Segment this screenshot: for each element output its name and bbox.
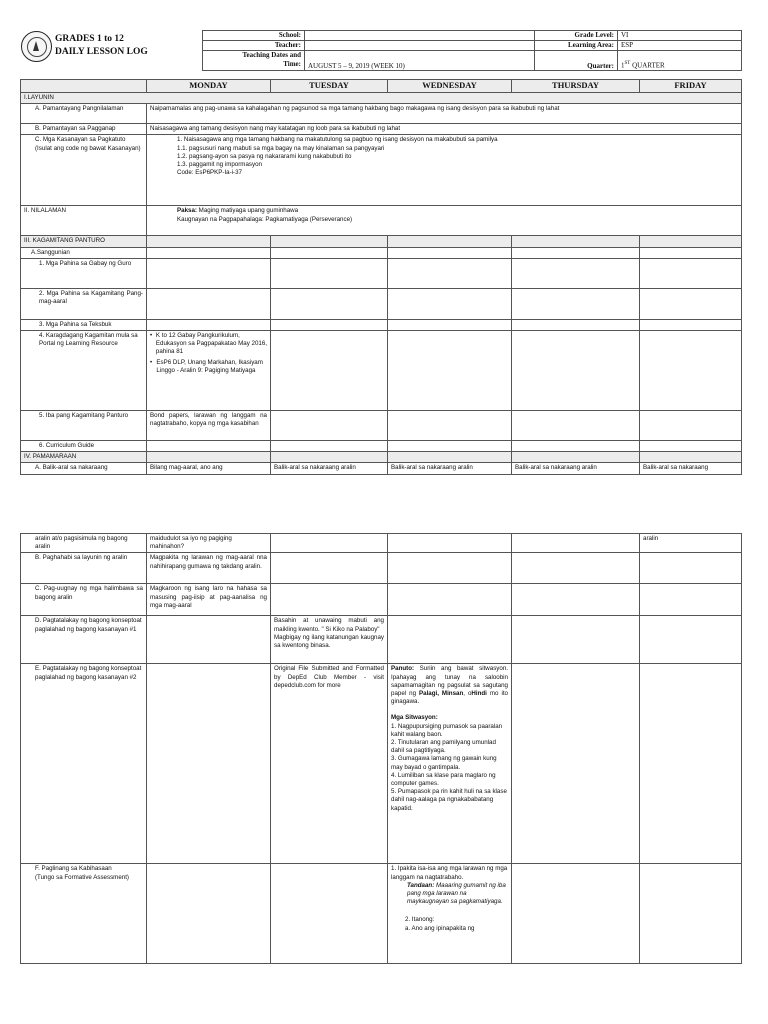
empty-cell xyxy=(271,247,388,258)
empty-cell xyxy=(388,236,512,247)
empty-cell xyxy=(640,288,742,319)
balik-aral-tuesday: Balik-aral sa nakaraang aralin xyxy=(271,463,388,475)
row-label-pagsisimula-ng-bagong-aralin: aralin at/o pagsisimula ng bagong aralin xyxy=(21,534,147,553)
empty-cell xyxy=(271,441,388,452)
empty-cell xyxy=(147,452,271,463)
empty-cell xyxy=(147,864,271,964)
teaching-dates-value: AUGUST 5 – 9, 2019 (WEEK 10) xyxy=(305,51,535,71)
empty-cell xyxy=(512,236,640,247)
empty-cell xyxy=(640,331,742,411)
day-header-monday: MONDAY xyxy=(147,80,271,93)
empty-cell xyxy=(640,664,742,864)
doc-title-line2: DAILY LESSON LOG xyxy=(55,47,148,57)
iba-pang-kagamitan-monday: Bond papers, larawan ng langgam na nagtatrabaho, kopya ng mga kasabihan xyxy=(147,411,271,441)
empty-cell xyxy=(640,258,742,288)
row-label-pamantayan-sa-pagganap: B. Pamantayan sa Pagganap xyxy=(21,124,147,135)
day-header-thursday: THURSDAY xyxy=(512,80,640,93)
empty-cell xyxy=(512,584,640,616)
empty-cell xyxy=(147,616,271,664)
empty-cell xyxy=(640,441,742,452)
day-header-wednesday: WEDNESDAY xyxy=(388,80,512,93)
empty-cell xyxy=(640,452,742,463)
row-label-karagdagang-kagamitan: 4. Karagdagang Kagamitan mula sa Portal ng Learning Resource xyxy=(21,331,147,411)
row-label-paglinang-sa-kabihasaan: F. Paglinang sa Kabihasaan (Tungo sa Formative Assessment) xyxy=(21,864,147,964)
row-label-pag-uugnay: C. Pag-uugnay ng mga halimbawa sa bagong aralin xyxy=(21,584,147,616)
quarter-value: 1ST QUARTER xyxy=(618,51,742,71)
row-label-kagamitang-pang-mag-aaral: 2. Mga Pahina sa Kagamitang Pang-mag-aaral xyxy=(21,288,147,319)
empty-cell xyxy=(388,584,512,616)
day-header-tuesday: TUESDAY xyxy=(271,80,388,93)
empty-cell xyxy=(640,553,742,584)
empty-cell xyxy=(512,864,640,964)
balik-aral-monday: Bilang mag-aaral, ano ang xyxy=(147,463,271,475)
empty-cell xyxy=(512,258,640,288)
deped-seal-logo xyxy=(21,31,52,62)
empty-cell xyxy=(147,664,271,864)
nilalaman-text: Paksa: Maging matiyaga upang guminhawa Kaugnayan na Pagpapahalaga: Pagkamatiyaga (Perseverance) xyxy=(147,206,742,236)
row-label-paghahabi-sa-layunin: B. Paghahabi sa layunin ng aralin xyxy=(21,553,147,584)
balik-aral-wednesday: Balik-aral sa nakaraang aralin xyxy=(388,463,512,475)
section-kagamitang-panturo: III. KAGAMITANG PANTURO xyxy=(21,236,147,247)
empty-cell xyxy=(388,288,512,319)
empty-cell xyxy=(271,331,388,411)
empty-cell xyxy=(388,534,512,553)
pagtatalakay-2-tuesday: Original File Submitted and Formatted by DepEd Club Member - visit depedclub.com for more xyxy=(271,664,388,864)
row-label-gabay-ng-guro: 1. Mga Pahina sa Gabay ng Guro xyxy=(21,258,147,288)
row-label-teksbuk: 3. Mga Pahina sa Teksbuk xyxy=(21,319,147,330)
school-value xyxy=(305,31,535,41)
empty-cell xyxy=(512,534,640,553)
empty-cell xyxy=(388,331,512,411)
empty-cell xyxy=(147,288,271,319)
empty-cell xyxy=(640,864,742,964)
row-label-pagtatalakay-1: D. Pagtatalakay ng bagong konseptoat paglalahad ng bagong kasanayan #1 xyxy=(21,616,147,664)
empty-cell xyxy=(388,258,512,288)
teacher-label: Teacher: xyxy=(203,41,305,51)
empty-cell xyxy=(147,319,271,330)
empty-cell xyxy=(512,319,640,330)
section-pamamaraan: IV. PAMAMARAAN xyxy=(21,452,147,463)
grade-level-value: VI xyxy=(618,31,742,41)
empty-cell xyxy=(388,319,512,330)
empty-cell xyxy=(271,411,388,441)
empty-cell xyxy=(388,411,512,441)
section-nilalaman: II. NILALAMAN xyxy=(21,206,147,236)
quarter-label: Quarter: xyxy=(535,51,618,71)
empty-cell xyxy=(388,247,512,258)
balik-aral-friday: Balik-aral sa nakaraang xyxy=(640,463,742,475)
header-info-table xyxy=(202,30,742,71)
empty-cell xyxy=(512,553,640,584)
paghahabi-monday: Magpakita ng larawan ng mag-aaral nna nahihirapang gumawa ng takdang aralin. xyxy=(147,553,271,584)
pag-uugnay-monday: Magkaroon ng isang laro na hahasa sa masusing pag-iisip at pag-aanalisa ng mga mag-aaral xyxy=(147,584,271,616)
empty-cell xyxy=(271,288,388,319)
row-label-iba-pang-kagamitan: 5. Iba pang Kagamitang Panturo xyxy=(21,411,147,441)
empty-cell xyxy=(271,553,388,584)
empty-cell xyxy=(271,319,388,330)
pamantayan-sa-pagganap-text: Naisasagawa ang tamang desisyon nang may katatagan ng loob para sa ikabubuti ng lahat xyxy=(147,124,742,135)
row-label-sanggunian: A.Sanggunian xyxy=(21,247,147,258)
empty-cell xyxy=(640,236,742,247)
karagdagang-kagamitan-monday: • K to 12 Gabay Pangkurikulum, Edukasyon sa Pagpapakatao May 2016, pahina 81 • EsP6 DLP, Unang Markahan, Ikasiyam Linggo - Aralin 9: Pagiging Matiyaga xyxy=(147,331,271,411)
empty-cell xyxy=(388,553,512,584)
row-label-curriculum-guide: 6. Curriculum Guide xyxy=(21,441,147,452)
empty-cell xyxy=(271,452,388,463)
empty-cell xyxy=(640,584,742,616)
empty-cell xyxy=(271,236,388,247)
empty-cell xyxy=(147,441,271,452)
balik-aral-thursday: Balik-aral sa nakaraang aralin xyxy=(512,463,640,475)
empty-cell xyxy=(512,331,640,411)
empty-cell xyxy=(640,616,742,664)
empty-cell xyxy=(512,247,640,258)
empty-cell xyxy=(512,288,640,319)
pagsisimula-friday: aralin xyxy=(640,534,742,553)
row-label-balik-aral: A. Balik-aral sa nakaraang xyxy=(21,463,147,475)
teacher-value xyxy=(305,41,535,51)
row-label-mga-kasanayan: C. Mga Kasanayan sa Pagkatuto (Isulat ang code ng bawat Kasanayan) xyxy=(21,135,147,206)
lesson-log-table-page1 xyxy=(20,79,742,475)
empty-cell xyxy=(640,411,742,441)
teaching-dates-label: Teaching Dates and Time: xyxy=(203,51,305,71)
empty-cell xyxy=(388,616,512,664)
row-label-pamantayang-pangnilalaman: A. Pamantayang Pangnilalaman xyxy=(21,104,147,124)
lesson-log-table-page2 xyxy=(20,533,742,964)
empty-cell xyxy=(147,236,271,247)
empty-cell xyxy=(271,534,388,553)
pamantayang-pangnilalaman-text: Naipamamalas ang pag-unawa sa kahalagahan ng pagsunod sa mga tamang hakbang bago makagawa ng isang desisyon para sa ikabubuti ng lahat xyxy=(147,104,742,124)
day-header-friday: FRIDAY xyxy=(640,80,742,93)
row-label-pagtatalakay-2: E. Pagtatalakay ng bagong konseptoat paglalahad ng bagong kasanayan #2 xyxy=(21,664,147,864)
school-label: School: xyxy=(203,31,305,41)
pagtatalakay-1-tuesday: Basahin at unawaing mabuti ang maikling kwento. " Si Kiko na Palaboy" Magbigay ng ilang katanungan kaugnay sa kwentong binasa. xyxy=(271,616,388,664)
empty-cell xyxy=(640,247,742,258)
empty-cell xyxy=(271,258,388,288)
empty-cell xyxy=(147,258,271,288)
empty-cell xyxy=(512,664,640,864)
empty-cell xyxy=(271,864,388,964)
empty-cell xyxy=(512,411,640,441)
mga-kasanayan-text: 1. Naisasagawa ang mga tamang hakbang na makatutulong sa pagbuo ng isang desisyon na makabubuti sa pamilya 1.1. pagsusuri nang mabuti sa mga bagay na may kinalaman sa pangyayari 1.2. pagsang-ayon sa pasya ng nakararami kung nakabubuti ito 1.3. paggamit ng impormasyon Code: EsP6PKP-Ia-i-37 xyxy=(147,135,742,206)
empty-cell xyxy=(512,441,640,452)
doc-title-line1: GRADES 1 to 12 xyxy=(55,34,124,44)
empty-cell xyxy=(640,319,742,330)
pagsisimula-monday: maidudulot sa iyo ng pagiging mahinahon? xyxy=(147,534,271,553)
pagtatalakay-2-wednesday: Panuto: Suriin ang bawat sitwasyon. Ipahayag ang tunay na saloobin sapamamagitan ng pagsulat sa sagutang papel ng Palagi, Minsan, oHindi mo ito ginagawa. Mga Sitwasyon: 1. Nagpupursiging pumasok sa paaralan kahit walang baon. 2. Tinutularan ang pamilyang umunlad dahil sa pagtitiyaga. 3. Gumagawa lamang ng gawain kung may bayad o gantimpala. 4. Lumiliban sa klase para maglaro ng computer games. 5. Pumapasok pa rin kahit huli na sa klase dahil nag-aalaga pa ngnakababatang kapatid. xyxy=(388,664,512,864)
empty-cell xyxy=(388,452,512,463)
paglinang-wednesday: 1. Ipakita isa-isa ang mga larawan ng mga langgam na nagtatrabaho. Tandaan: Maaaring gumamit ng iba pang mga larawan na maykaugnayan sa pagkamatiyaga. 2. Itanong: a. Ano ang ipinapakita ng xyxy=(388,864,512,964)
empty-cell xyxy=(512,452,640,463)
corner-cell xyxy=(21,80,147,93)
grade-level-label: Grade Level: xyxy=(535,31,618,41)
learning-area-label: Learning Area: xyxy=(535,41,618,51)
learning-area-value: ESP xyxy=(618,41,742,51)
section-layunin: I.LAYUNIN xyxy=(21,93,742,104)
empty-cell xyxy=(512,616,640,664)
empty-cell xyxy=(388,441,512,452)
empty-cell xyxy=(147,247,271,258)
empty-cell xyxy=(271,584,388,616)
